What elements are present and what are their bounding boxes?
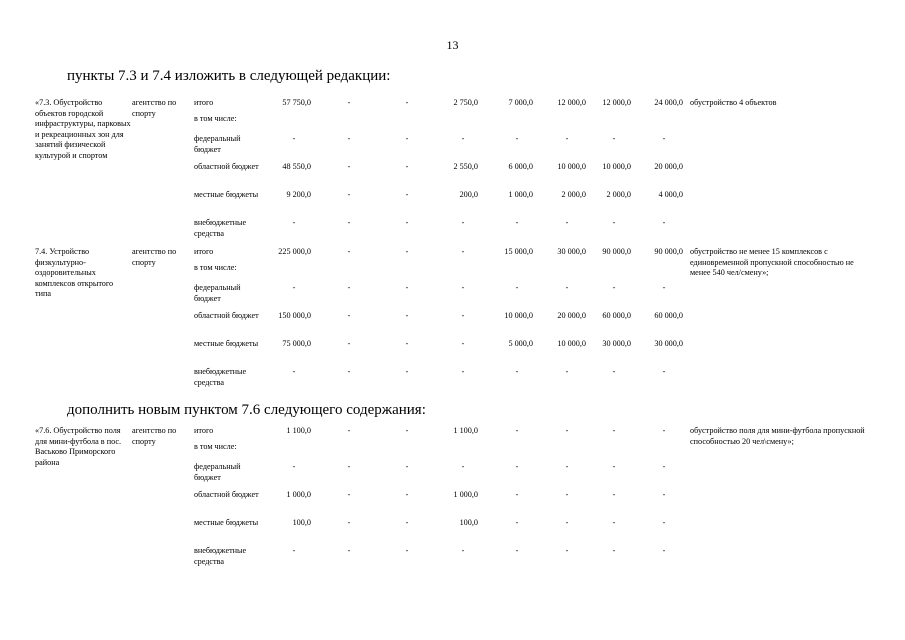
table-cell: - — [565, 367, 569, 376]
table-cell: - — [515, 462, 519, 471]
table-cell: 1 100,0 — [286, 426, 311, 435]
table-cell: 57 750,0 — [282, 98, 311, 107]
table-cell: 225 000,0 — [278, 247, 311, 256]
table-cell: - — [612, 546, 616, 555]
table-cell: - — [461, 546, 465, 555]
table-cell: - — [405, 283, 409, 292]
table-cell: 30 000,0 — [557, 247, 586, 256]
table-cell: - — [461, 247, 465, 256]
table-cell: - — [461, 462, 465, 471]
funding-source-label: в том числе: — [194, 263, 237, 272]
table-cell: - — [405, 311, 409, 320]
table-cell: - — [565, 462, 569, 471]
table-cell: - — [405, 247, 409, 256]
table-cell: - — [612, 283, 616, 292]
table-cell: 20 000,0 — [654, 162, 683, 171]
table-cell: - — [515, 426, 519, 435]
table-cell: - — [347, 339, 351, 348]
table-cell: - — [515, 218, 519, 227]
funding-source-label: итого — [194, 247, 214, 256]
table-cell: - — [347, 462, 351, 471]
table-cell: - — [347, 98, 351, 107]
table-cell: - — [347, 311, 351, 320]
table-cell: - — [405, 162, 409, 171]
table-cell: - — [347, 546, 351, 555]
table-cell: 100,0 — [292, 518, 311, 527]
page-number: 13 — [446, 38, 459, 52]
table-cell: 30 000,0 — [602, 339, 631, 348]
table-cell: 10 000,0 — [504, 311, 533, 320]
table-cell: - — [405, 367, 409, 376]
measure-result: обустройство не менее 15 комплексов с единовременной пропускной способностью не менее 540 чел/смену»; — [690, 247, 854, 277]
table-cell: 75 000,0 — [282, 339, 311, 348]
table-cell: 7 000,0 — [508, 98, 533, 107]
table-cell: - — [565, 134, 569, 143]
funding-source-label: местные бюджеты — [194, 518, 259, 527]
table-cell: - — [405, 339, 409, 348]
table-cell: 5 000,0 — [508, 339, 533, 348]
table-cell: - — [461, 311, 465, 320]
table-cell: - — [292, 218, 296, 227]
table-cell: 1 000,0 — [508, 190, 533, 199]
table-cell: - — [405, 218, 409, 227]
table-cell: - — [662, 367, 666, 376]
table-cell: - — [612, 134, 616, 143]
table-cell: - — [347, 490, 351, 499]
table-cell: - — [347, 218, 351, 227]
table-cell: 30 000,0 — [654, 339, 683, 348]
table-cell: 90 000,0 — [602, 247, 631, 256]
table-cell: 12 000,0 — [602, 98, 631, 107]
table-cell: 12 000,0 — [557, 98, 586, 107]
table-cell: - — [405, 98, 409, 107]
funding-source-label: местные бюджеты — [194, 190, 259, 199]
table-cell: - — [662, 490, 666, 499]
funding-source-label: федеральный бюджет — [194, 283, 241, 303]
measure-name: 7.4. Устройство физкультурно-оздоровительных комплексов открытого типа — [35, 247, 114, 298]
table-cell: - — [461, 283, 465, 292]
funding-source-label: областной бюджет — [194, 311, 259, 320]
table-cell: - — [347, 162, 351, 171]
table-cell: 60 000,0 — [654, 311, 683, 320]
table-cell: - — [347, 367, 351, 376]
table-cell: 10 000,0 — [557, 339, 586, 348]
table-cell: - — [461, 367, 465, 376]
table-cell: 2 000,0 — [561, 190, 586, 199]
table-cell: 4 000,0 — [658, 190, 683, 199]
table-cell: - — [662, 546, 666, 555]
table-cell: - — [292, 462, 296, 471]
table-cell: - — [405, 490, 409, 499]
section-heading-2: дополнить новым пунктом 7.6 следующего содержания: — [67, 402, 426, 418]
table-cell: - — [565, 490, 569, 499]
table-cell: 2 750,0 — [453, 98, 478, 107]
table-cell: 2 550,0 — [453, 162, 478, 171]
table-cell: 1 000,0 — [453, 490, 478, 499]
table-cell: 15 000,0 — [504, 247, 533, 256]
table-cell: - — [565, 546, 569, 555]
funding-source-label: итого — [194, 426, 214, 435]
table-cell: - — [347, 134, 351, 143]
table-cell: 10 000,0 — [602, 162, 631, 171]
table-cell: - — [405, 190, 409, 199]
table-cell: - — [405, 546, 409, 555]
funding-source-label: в том числе: — [194, 442, 237, 451]
table-cell: - — [662, 518, 666, 527]
funding-source-label: федеральный бюджет — [194, 462, 241, 482]
table-cell: - — [347, 283, 351, 292]
table-cell: 150 000,0 — [278, 311, 311, 320]
table-cell: - — [612, 462, 616, 471]
table-cell: - — [405, 426, 409, 435]
table-cell: - — [515, 283, 519, 292]
table-cell: - — [565, 518, 569, 527]
table-cell: - — [612, 367, 616, 376]
table-cell: 48 550,0 — [282, 162, 311, 171]
table-cell: 90 000,0 — [654, 247, 683, 256]
table-cell: - — [515, 546, 519, 555]
table-cell: - — [347, 426, 351, 435]
measure-name: «7.6. Обустройство поля для мини-футбола в пос. Васьково Приморского района — [35, 426, 122, 467]
measure-name: «7.3. Обустройство объектов городской инфраструктуры, парковых и рекреационных зон для занятий физической культурой и спортом — [35, 98, 131, 160]
table-cell: - — [565, 218, 569, 227]
table-cell: 20 000,0 — [557, 311, 586, 320]
table-cell: - — [515, 134, 519, 143]
table-cell: 6 000,0 — [508, 162, 533, 171]
funding-source-label: внебюджетные средства — [194, 367, 247, 387]
table-cell: 1 000,0 — [286, 490, 311, 499]
table-cell: - — [515, 367, 519, 376]
table-cell: - — [612, 518, 616, 527]
table-cell: - — [612, 218, 616, 227]
table-cell: - — [565, 283, 569, 292]
table-cell: - — [515, 518, 519, 527]
table-cell: - — [292, 283, 296, 292]
section-heading-1: пункты 7.3 и 7.4 изложить в следующей редакции: — [67, 68, 391, 84]
funding-source-label: местные бюджеты — [194, 339, 259, 348]
table-cell: - — [461, 218, 465, 227]
table-cell: - — [405, 518, 409, 527]
funding-source-label: областной бюджет — [194, 490, 259, 499]
table-cell: - — [662, 283, 666, 292]
measure-executor: агентство по спорту — [132, 247, 177, 267]
table-cell: - — [461, 339, 465, 348]
table-cell: - — [461, 134, 465, 143]
funding-source-label: областной бюджет — [194, 162, 259, 171]
table-cell: - — [347, 247, 351, 256]
table-cell: 2 000,0 — [606, 190, 631, 199]
funding-source-label: федеральный бюджет — [194, 134, 241, 154]
table-cell: 10 000,0 — [557, 162, 586, 171]
table-cell: 24 000,0 — [654, 98, 683, 107]
funding-source-label: итого — [194, 98, 214, 107]
funding-source-label: в том числе: — [194, 114, 237, 123]
table-cell: - — [405, 134, 409, 143]
table-cell: - — [292, 546, 296, 555]
funding-source-label: внебюджетные средства — [194, 546, 247, 566]
table-cell: - — [292, 367, 296, 376]
table-cell: - — [347, 518, 351, 527]
table-cell: 9 200,0 — [286, 190, 311, 199]
funding-source-label: внебюджетные средства — [194, 218, 247, 238]
measure-executor: агентство по спорту — [132, 98, 177, 118]
table-cell: - — [292, 134, 296, 143]
table-cell: 60 000,0 — [602, 311, 631, 320]
table-cell: - — [405, 462, 409, 471]
table-cell: - — [662, 218, 666, 227]
measure-executor: агентство по спорту — [132, 426, 177, 446]
table-cell: 1 100,0 — [453, 426, 478, 435]
table-cell: - — [347, 190, 351, 199]
table-cell: - — [662, 462, 666, 471]
table-cell: 100,0 — [459, 518, 478, 527]
table-cell: - — [515, 490, 519, 499]
table-cell: - — [565, 426, 569, 435]
table-cell: - — [662, 426, 666, 435]
table-cell: - — [612, 426, 616, 435]
table-cell: - — [662, 134, 666, 143]
table-cell: 200,0 — [459, 190, 478, 199]
measure-result: обустройство 4 объектов — [690, 98, 777, 107]
table-cell: - — [612, 490, 616, 499]
measure-result: обустройство поля для мини-футбола пропускной способностью 20 чел\смену»; — [690, 426, 865, 446]
